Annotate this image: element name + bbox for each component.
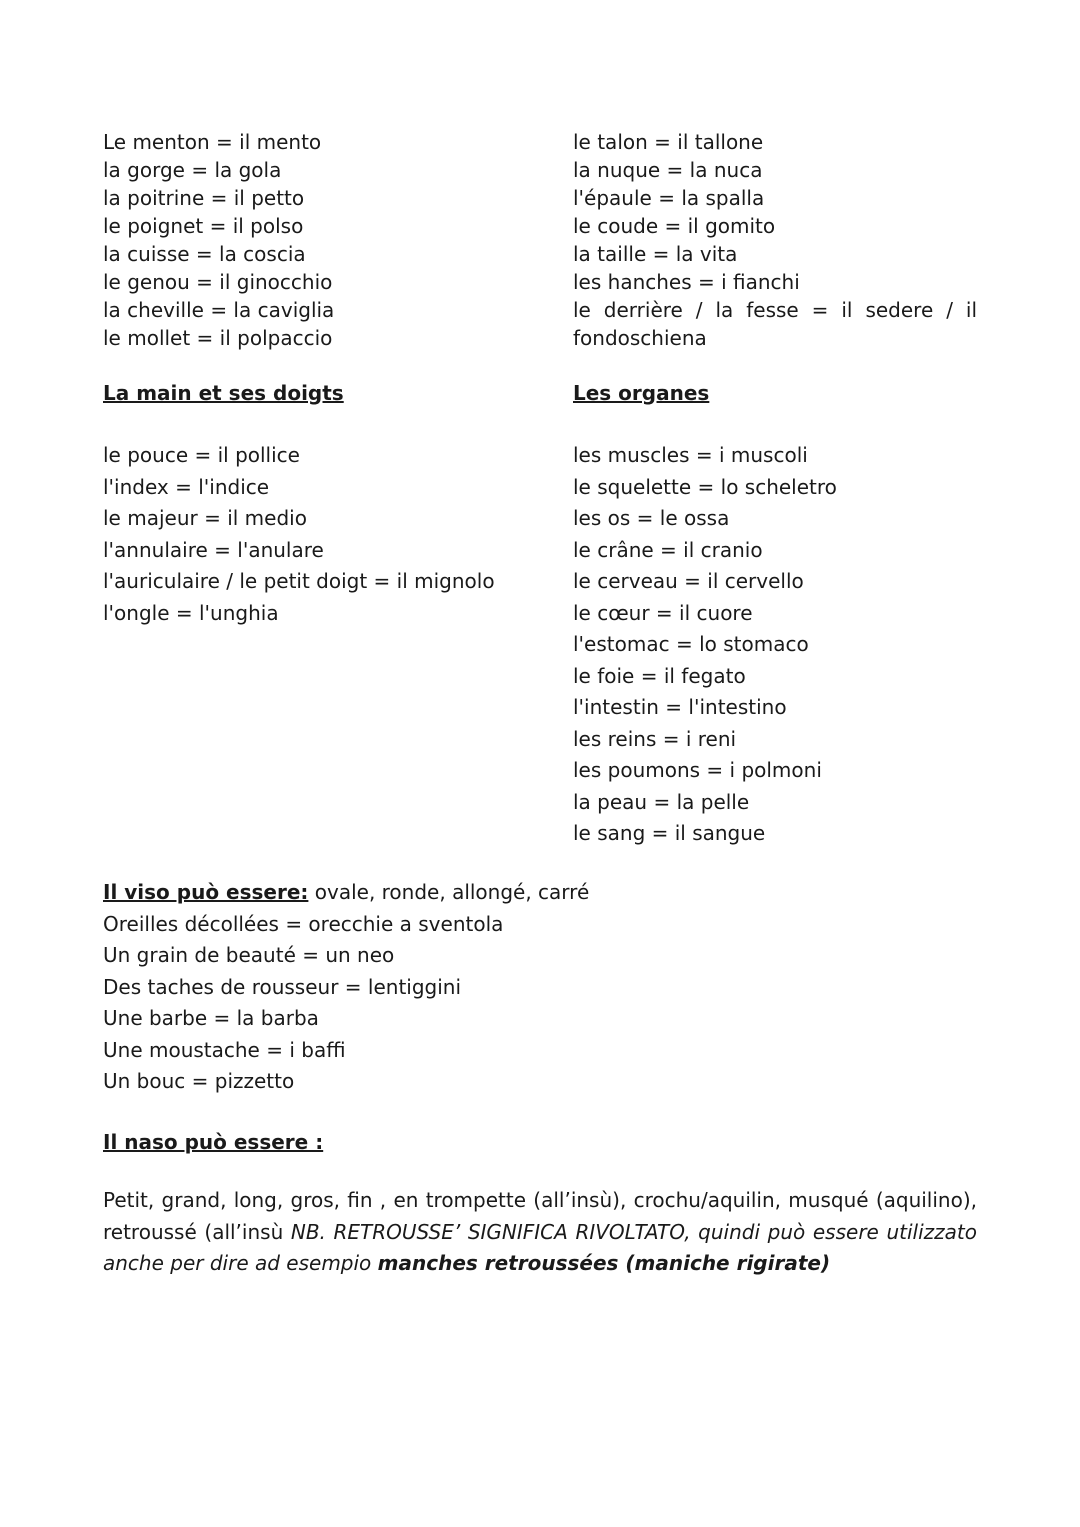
hand-list (103, 440, 563, 629)
list-item: l'auriculaire / le petit doigt = il mignolo (103, 569, 495, 593)
list-item: le squelette = lo scheletro (573, 474, 837, 499)
hand-heading: La main et ses doigts (103, 381, 344, 405)
list-item: le foie = il fegato (573, 663, 746, 688)
list-item: Une moustache = i baffi (103, 1037, 346, 1062)
vocab-line: la taille = la vita (573, 242, 738, 266)
vocab-line: Le menton = il mento (103, 130, 322, 154)
list-item: le majeur = il medio (103, 506, 307, 530)
vocab-line: la poitrine = il petto (103, 186, 305, 210)
vocab-line: la gorge = la gola (103, 158, 282, 182)
vocab-line: les hanches = i fianchi (573, 270, 800, 294)
vocab-line: le coude = il gomito (573, 214, 776, 238)
nose-heading: Il naso può essere : (103, 1130, 324, 1154)
face-section (103, 877, 977, 1098)
vocab-line: la nuque = la nuca (573, 158, 763, 182)
face-heading-line (103, 877, 977, 909)
vocab-line: fondoschiena (573, 326, 707, 350)
list-item: le sang = il sangue (573, 821, 766, 845)
organs-list (573, 440, 977, 850)
list-item: le crâne = il cranio (573, 537, 763, 562)
list-item: le cerveau = il cervello (573, 569, 804, 593)
list-item: Des taches de rousseur = lentiggini (103, 974, 462, 999)
list-item: les poumons = i polmoni (573, 758, 822, 782)
vocab-line: le poignet = il polso (103, 214, 304, 238)
vocab-line: le derrière / la fesse = il sedere / il (573, 298, 977, 322)
vocab-line: le genou = il ginocchio (103, 270, 333, 294)
vocab-line: le talon = il tallone (573, 130, 764, 154)
nose-text-plain: Petit, grand, long, gros, fin , en trompette (all’insù), crochu/aquilin, musqué (aquilino), retroussé (all’insù (103, 1188, 977, 1244)
list-item: l'estomac = lo stomaco (573, 632, 809, 656)
nose-paragraph (103, 1185, 977, 1280)
list-item: les os = le ossa (573, 506, 730, 530)
list-item: l'index = l'indice (103, 474, 270, 499)
vocab-line: le mollet = il polpaccio (103, 326, 333, 350)
nose-text-italic: NB. RETROUSSE’ SIGNIFICA RIVOLTATO, quindi può essere utilizzato anche per dire ad esempio (103, 1219, 977, 1275)
list-item: le pouce = il pollice (103, 443, 300, 467)
nose-text-bold: manches retroussées (maniche rigirate) (377, 1251, 831, 1275)
list-item: Un grain de beauté = un neo (103, 943, 395, 967)
list-item: Une barbe = la barba (103, 1006, 319, 1030)
face-shapes: ovale, ronde, allongé, carré (308, 880, 590, 904)
list-item: le cœur = il cuore (573, 600, 753, 625)
vocab-line: la cuisse = la coscia (103, 242, 306, 266)
list-item: l'intestin = l'intestino (573, 695, 787, 719)
organs-heading: Les organes (573, 381, 710, 405)
list-item: la peau = la pelle (573, 789, 750, 814)
list-item: les reins = i reni (573, 726, 737, 751)
list-item: l'ongle = l'unghia (103, 600, 279, 625)
face-heading: Il viso può essere: (103, 880, 309, 904)
top-left-list (103, 128, 523, 352)
list-item: l'annulaire = l'anulare (103, 537, 324, 562)
list-item: Oreilles décollées = orecchie a sventola (103, 911, 504, 936)
list-item: Un bouc = pizzetto (103, 1069, 295, 1093)
list-item: les muscles = i muscoli (573, 443, 808, 467)
vocab-line: l'épaule = la spalla (573, 186, 765, 210)
vocab-line: la cheville = la caviglia (103, 298, 335, 322)
top-right-list (573, 128, 977, 352)
